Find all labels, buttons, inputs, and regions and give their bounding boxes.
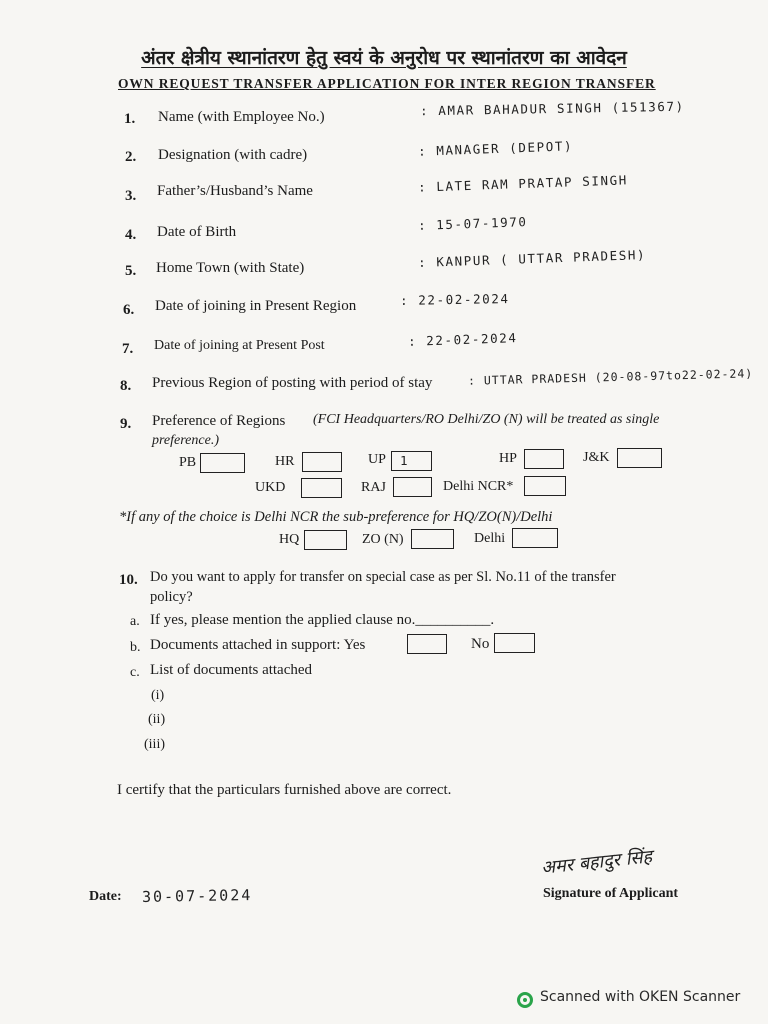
region-label-up: UP — [368, 452, 386, 467]
preferences-label: Preference of Regions — [152, 413, 286, 429]
date-value: 30-07-2024 — [141, 886, 253, 906]
documents-yes-box[interactable] — [407, 634, 447, 654]
field-value: : 22-02-2024 — [407, 330, 518, 349]
field-value: : KANPUR ( UTTAR PRADESH) — [417, 247, 647, 270]
field-value: : 15-07-1970 — [417, 214, 528, 233]
item-c-marker: c. — [130, 665, 140, 680]
preferences-note-cont: preference.) — [152, 433, 219, 448]
document-item-3: (iii) — [144, 737, 165, 752]
region-label-jk: J&K — [583, 450, 610, 465]
applied-clause-text: If yes, please mention the applied clause no.__________. — [150, 612, 495, 628]
region-box-jk[interactable] — [617, 448, 662, 468]
document-item-1: (i) — [151, 688, 165, 703]
field-number: 2. — [125, 149, 137, 165]
certification-statement: I certify that the particulars furnished above are correct. — [117, 782, 452, 798]
region-label-delhi-ncr: Delhi NCR* — [443, 479, 514, 494]
field-value: : AMAR BAHADUR SINGH (151367) — [419, 98, 685, 119]
field-number: 9. — [120, 416, 132, 432]
field-value: : MANAGER (DEPOT) — [417, 138, 574, 159]
field-value: : LATE RAM PRATAP SINGH — [417, 172, 629, 195]
scanner-watermark: Scanned with OKEN Scanner — [540, 989, 741, 1005]
field-number: 3. — [125, 188, 137, 204]
region-box-raj[interactable] — [393, 477, 432, 497]
preferences-note: (FCI Headquarters/RO Delhi/ZO (N) will be treated as single — [313, 412, 660, 427]
field-label: Name (with Employee No.) — [158, 109, 325, 125]
documents-no-box[interactable] — [494, 633, 535, 653]
sub-region-label-delhi: Delhi — [474, 531, 506, 546]
documents-list-label: List of documents attached — [150, 662, 313, 678]
region-box-up[interactable]: 1 — [391, 451, 432, 471]
region-box-pb[interactable] — [200, 453, 245, 473]
field-label: Date of joining at Present Post — [154, 338, 325, 353]
field-label: Designation (with cadre) — [158, 147, 308, 163]
field-number: 8. — [120, 378, 132, 394]
region-box-ukd[interactable] — [301, 478, 342, 498]
field-label: Father’s/Husband’s Name — [157, 183, 313, 199]
documents-no-label: No — [471, 636, 490, 652]
region-label-ukd: UKD — [255, 480, 286, 495]
region-box-delhi-ncr[interactable] — [524, 476, 566, 496]
special-case-question-cont: policy? — [150, 589, 193, 605]
field-number: 7. — [122, 341, 134, 357]
item-a-marker: a. — [130, 614, 140, 629]
field-label: Date of Birth — [157, 224, 237, 240]
delhi-ncr-note: *If any of the choice is Delhi NCR the sub-preference for HQ/ZO(N)/Delhi — [119, 509, 553, 525]
sub-region-box-delhi[interactable] — [512, 528, 558, 548]
field-number: 1. — [124, 111, 136, 127]
region-label-hp: HP — [499, 451, 517, 466]
field-label: Previous Region of posting with period of stay — [152, 375, 433, 391]
region-label-pb: PB — [179, 455, 197, 470]
sub-region-label-zo: ZO (N) — [362, 532, 404, 547]
document-item-2: (ii) — [148, 712, 166, 727]
sub-region-box-zo[interactable] — [411, 529, 454, 549]
oken-scanner-icon — [517, 992, 533, 1008]
field-label: Date of joining in Present Region — [155, 298, 357, 314]
field-value: : UTTAR PRADESH (20-08-97to22-02-24) — [467, 366, 754, 388]
documents-attached-text: Documents attached in support: Yes — [150, 637, 366, 653]
region-box-hp[interactable] — [524, 449, 564, 469]
applicant-signature: अमर बहादुर सिंह — [540, 846, 653, 879]
region-label-hr: HR — [275, 454, 295, 469]
sub-region-label-hq: HQ — [279, 532, 300, 547]
signature-label: Signature of Applicant — [543, 886, 679, 901]
field-number: 4. — [125, 227, 137, 243]
field-number: 5. — [125, 263, 137, 279]
field-number: 10. — [119, 572, 138, 588]
sub-region-box-hq[interactable] — [304, 530, 347, 550]
title-english: OWN REQUEST TRANSFER APPLICATION FOR INTER REGION TRANSFER — [118, 76, 656, 91]
special-case-question: Do you want to apply for transfer on special case as per Sl. No.11 of the transfer — [150, 569, 616, 585]
field-number: 6. — [123, 302, 135, 318]
date-label: Date: — [89, 889, 122, 904]
field-value: : 22-02-2024 — [399, 291, 510, 308]
field-label: Home Town (with State) — [156, 260, 305, 276]
title-hindi: अंतर क्षेत्रीय स्थानांतरण हेतु स्वयं के अनुरोध पर स्थानांतरण का आवेदन — [141, 47, 627, 69]
region-box-hr[interactable] — [302, 452, 342, 472]
item-b-marker: b. — [130, 640, 141, 655]
region-label-raj: RAJ — [361, 480, 386, 495]
